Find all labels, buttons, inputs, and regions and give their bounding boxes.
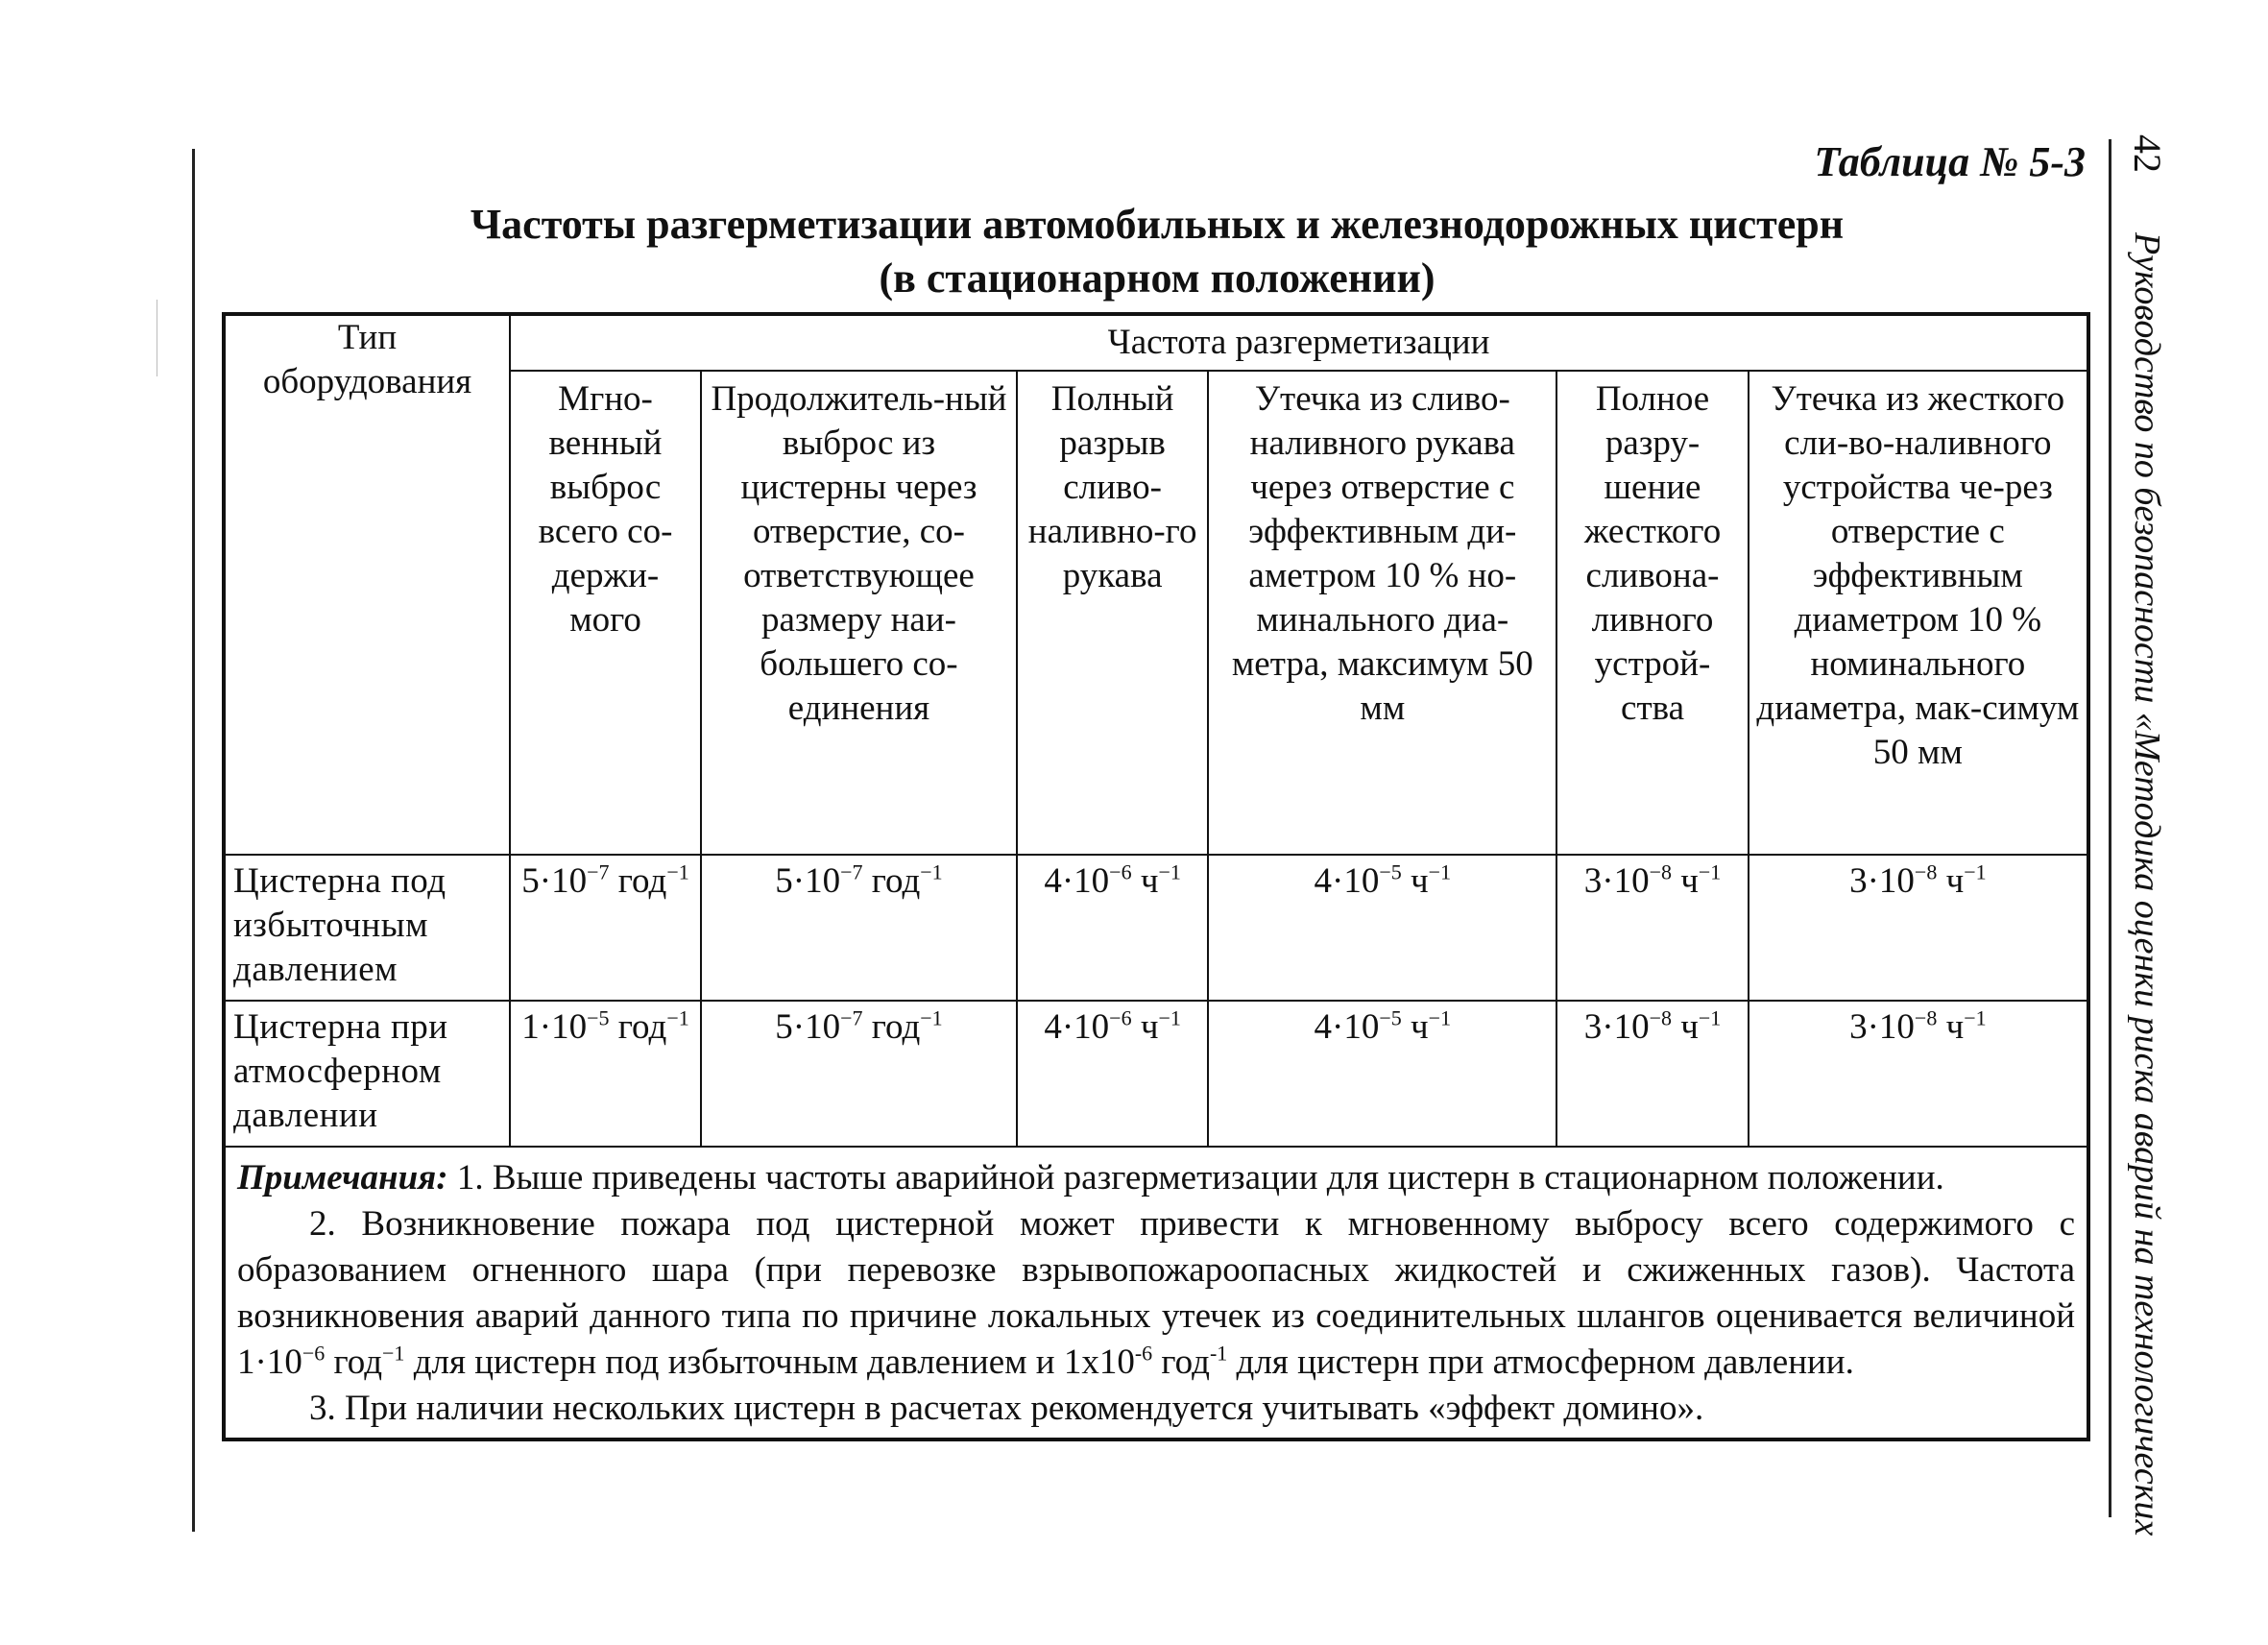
row-equipment-type: Цистерна под избыточным давлением bbox=[224, 855, 510, 1001]
table-title-line-2: (в стационарном положении) bbox=[879, 254, 1436, 302]
frequency-value: $3\cdot 10^{-8}$ $ч^{-1}$ bbox=[1556, 855, 1748, 1001]
column-header: Утечка из жесткого сли-во-наливного устройства че-рез отверстие с эффективным диаметром 10 % номинального диаметра, мак-симум 50 мм bbox=[1749, 371, 2088, 855]
frequency-value: $5\cdot 10^{-7}$ год$^{-1}$ bbox=[701, 1001, 1017, 1147]
note-2: 2. Возникновение пожара под цистерной может привести к мгновенному выбросу всего содержимого с образованием огненного шара (при перевозке взрывопожароопасных жидкостей и сжиженных газов). Частота возникновения аварий данного типа по причине локальных утечек из соединительных шлангов оценивается величиной $1\cdot 10^{-6}$ год$^{-1}$ для цистерн под избыточным давлением и $1x10^{-6}$ год$^{-1}$ для цистерн при атмосферном давлении. bbox=[237, 1204, 2075, 1382]
frequency-value: $5\cdot 10^{-7}$ год$^{-1}$ bbox=[510, 855, 701, 1001]
note-1-text: 1. Выше приведены частоты аварийной разгерметизации для цистерн в стационарном положении. bbox=[456, 1158, 1944, 1197]
frequency-value: $1\cdot 10^{-5}$ год$^{-1}$ bbox=[510, 1001, 701, 1147]
header-equipment-type: Тип оборудования bbox=[224, 314, 510, 855]
left-margin-rule bbox=[192, 149, 195, 1532]
table-row bbox=[224, 1001, 2088, 1147]
frequency-value: $5\cdot 10^{-7}$ год$^{-1}$ bbox=[701, 855, 1017, 1001]
frequency-value: $3\cdot 10^{-8}$ $ч^{-1}$ bbox=[1556, 1001, 1748, 1147]
frequency-value: $4\cdot 10^{-6}$ $ч^{-1}$ bbox=[1017, 1001, 1208, 1147]
notes-cell bbox=[224, 1147, 2088, 1439]
frequency-value: $4\cdot 10^{-5}$ $ч^{-1}$ bbox=[1208, 855, 1556, 1001]
column-header: Полное разру-шение жесткого сливона-ливного устрой-ства bbox=[1556, 371, 1748, 855]
margin-running-header bbox=[2118, 134, 2176, 1536]
frequency-value: $3\cdot 10^{-8}$ $ч^{-1}$ bbox=[1749, 855, 2088, 1001]
table-label: Таблица № 5-3 bbox=[1814, 138, 2086, 185]
note-1 bbox=[237, 1155, 2075, 1201]
notes-row bbox=[224, 1147, 2088, 1439]
page-number: 42 bbox=[2126, 134, 2169, 173]
right-margin-rule bbox=[2109, 139, 2111, 1517]
table-row bbox=[224, 855, 2088, 1001]
table-title-line-1: Частоты разгерметизации автомобильных и железнодорожных цистерн bbox=[470, 201, 1845, 248]
column-header: Мгно-венный выброс всего со-держи-мого bbox=[510, 371, 701, 855]
header-frequency-group: Частота разгерметизации bbox=[510, 314, 2088, 371]
note-3: 3. При наличии нескольких цистерн в расчетах рекомендуется учитывать «эффект домино». bbox=[309, 1389, 1704, 1428]
column-header: Полный разрыв сливо-наливно-го рукава bbox=[1017, 371, 1208, 855]
column-header: Продолжитель-ный выброс из цистерны через отверстие, со-ответствующее размеру наи-большего со-единения bbox=[701, 371, 1017, 855]
row-equipment-type: Цистерна при атмосферном давлении bbox=[224, 1001, 510, 1147]
frequency-value: $4\cdot 10^{-6}$ $ч^{-1}$ bbox=[1017, 855, 1208, 1001]
frequency-value: $3\cdot 10^{-8}$ $ч^{-1}$ bbox=[1749, 1001, 2088, 1147]
table-header-row bbox=[224, 314, 2088, 371]
frequency-value: $4\cdot 10^{-5}$ $ч^{-1}$ bbox=[1208, 1001, 1556, 1147]
table-title bbox=[221, 198, 2093, 305]
running-title: Руководство по безопасности «Методика оценки риска аварий на технологических bbox=[2127, 232, 2167, 1536]
column-header: Утечка из сливо-наливного рукава через отверстие с эффективным ди-аметром 10 % но-минального диа-метра, максимум 50 мм bbox=[1208, 371, 1556, 855]
notes-label: Примечания: bbox=[237, 1158, 448, 1197]
frequency-table bbox=[222, 312, 2090, 1441]
